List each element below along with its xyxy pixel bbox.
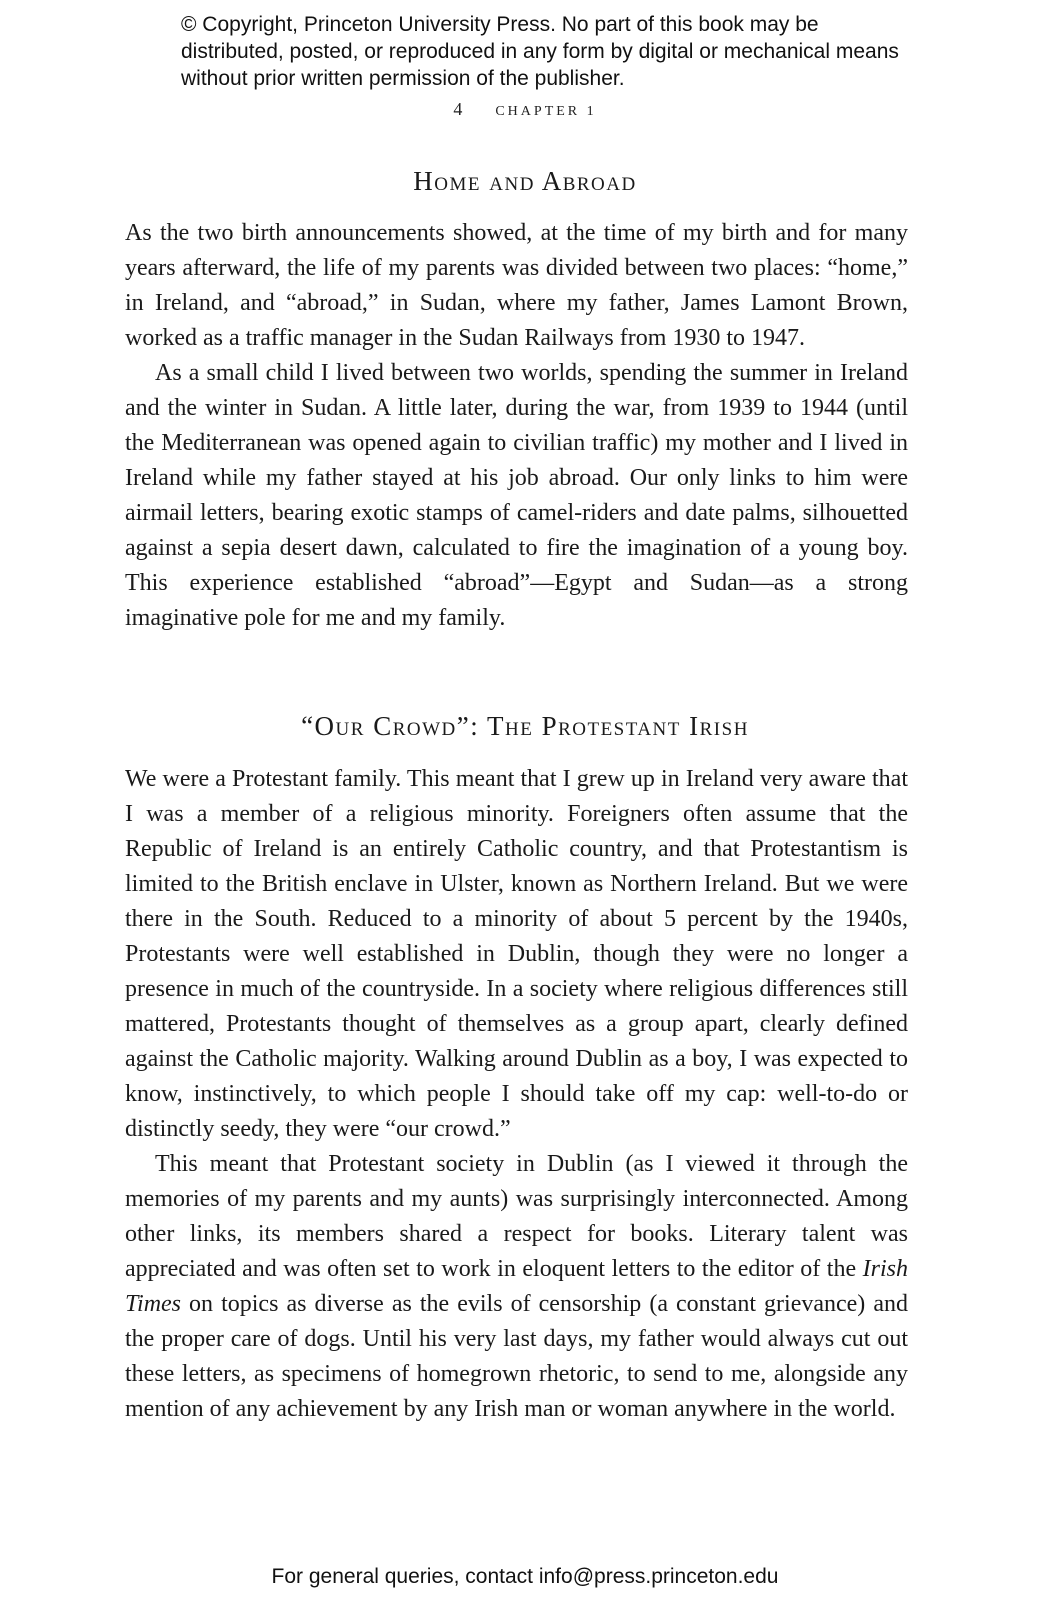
copyright-notice: © Copyright, Princeton University Press. No part of this book may be distributed, posted, or reproduced in any form by digital or mechanical means without prior written permission of the publisher. — [181, 13, 899, 90]
chapter-label: CHAPTER 1 — [495, 104, 597, 119]
paragraph: As a small child I lived between two worlds, spending the summer in Ireland and the winter in Sudan. A little later, during the war, from 1939 to 1944 (until the Mediterranean was opened again to civilian traffic) my mother and I lived in Ireland while my father stayed at his job abroad. Our only links to him were airmail letters, bearing exotic stamps of camel-riders and date palms, silhouetted against a sepia desert dawn, calculated to fire the imagination of a young boy. This experience established “abroad”—Egypt and Sudan—as a strong imaginative pole for me and my family. — [125, 360, 908, 631]
running-head — [0, 99, 1050, 120]
page-number: 4 — [453, 99, 463, 119]
section-body-home-and-abroad — [125, 216, 908, 636]
footer-contact: For general queries, contact info@press.princeton.edu — [271, 1565, 779, 1588]
paragraph: We were a Protestant family. This meant that I grew up in Ireland very aware that I was a member of a religious minority. Foreigners often assume that the Republic of Ireland is an entirely Catholic country, and that Protestantism is limited to the British enclave in Ulster, known as Northern Ireland. But we were there in the South. Reduced to a minority of about 5 percent by the 1940s, Protestants were well established in Dublin, though they were no longer a presence in much of the countryside. In a society where religious differences still mattered, Protestants thought of themselves as a group apart, clearly defined against the Catholic majority. Walking around Dublin as a boy, I was expected to know, instinctively, to which people I should take off my cap: well-to-do or distinctly seedy, they were “our crowd.” — [125, 766, 908, 1142]
paragraph: As the two birth announcements showed, at the time of my birth and for many years afterward, the life of my parents was divided between two places: “home,” in Ireland, and “abroad,” in Sudan, where my father, James Lamont Brown, worked as a traffic manager in the Sudan Railways from 1930 to 1947. — [125, 220, 908, 351]
section-heading-home-and-abroad: Home and Abroad — [413, 166, 637, 196]
paragraph — [125, 1147, 908, 1427]
paragraph-text: This meant that Protestant society in Dublin (as I viewed it through the memories of my parents and my aunts) was surprisingly interconnected. Among other links, its members shared a respect for books. Literary talent was appreciated and was often set to work in eloquent letters to the editor of the — [125, 1151, 908, 1282]
section-body-our-crowd — [125, 762, 908, 1427]
paragraph-text: on topics as diverse as the evils of censorship (a constant grievance) and the proper care of dogs. Until his very last days, my father would always cut out these letters, as specimens of homegrown rhetoric, to send to me, alongside any mention of any achievement by any Irish man or woman anywhere in the world. — [125, 1291, 908, 1422]
section-heading-our-crowd: “Our Crowd”: The Protestant Irish — [301, 711, 749, 741]
newspaper-title: Irish Times — [125, 1256, 908, 1317]
